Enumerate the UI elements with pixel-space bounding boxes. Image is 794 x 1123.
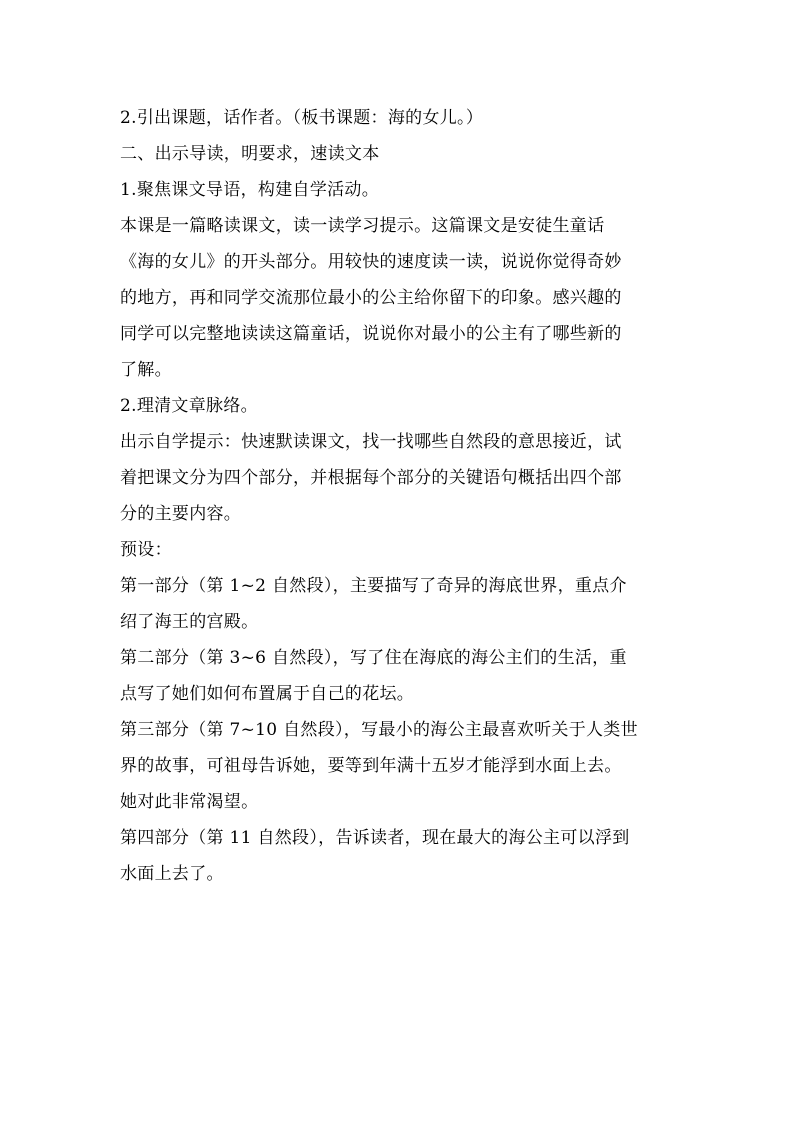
- text-line: 的地方，再和同学交流那位最小的公主给你留下的印象。感兴趣的: [120, 288, 622, 308]
- text-line: 绍了海王的宫殿。: [120, 612, 259, 632]
- text-line: 第四部分（第 11 自然段），告诉读者，现在最大的海公主可以浮到: [120, 828, 630, 848]
- text-line: 着把课文分为四个部分，并根据每个部分的关键语句概括出四个部: [120, 468, 622, 488]
- text-line: 同学可以完整地读读这篇童话，说说你对最小的公主有了哪些新的: [120, 324, 622, 344]
- text-line: 第二部分（第 3~6 自然段），写了住在海底的海公主们的生活，重: [120, 648, 627, 668]
- text-line: 预设：: [120, 540, 172, 560]
- section-heading: 二、出示导读，明要求，速读文本: [120, 144, 380, 164]
- text-line: 她对此非常渴望。: [120, 792, 259, 812]
- text-line: 出示自学提示：快速默读课文，找一找哪些自然段的意思接近，试: [120, 432, 622, 452]
- text-line: 分的主要内容。: [120, 504, 242, 524]
- text-line: 《海的女儿》的开头部分。用较快的速度读一读，说说你觉得奇妙: [120, 252, 622, 272]
- text-line: 界的故事，可祖母告诉她，要等到年满十五岁才能浮到水面上去。: [120, 756, 622, 776]
- text-line: 本课是一篇略读课文，读一读学习提示。这篇课文是安徒生童话: [120, 216, 605, 236]
- text-line: 了解。: [120, 360, 172, 380]
- text-line: 第三部分（第 7~10 自然段），写最小的海公主最喜欢听关于人类世: [120, 720, 638, 740]
- text-line: 点写了她们如何布置属于自己的花坛。: [120, 684, 415, 704]
- text-line: 1.聚焦课文导语，构建自学活动。: [120, 180, 380, 200]
- text-line: 2.引出课题，话作者。（板书课题：海的女儿。）: [120, 108, 484, 128]
- text-line: 水面上去了。: [120, 864, 224, 884]
- text-line: 第一部分（第 1~2 自然段），主要描写了奇异的海底世界，重点介: [120, 576, 627, 596]
- text-line: 2.理清文章脉络。: [120, 396, 258, 416]
- document-body: [120, 100, 680, 892]
